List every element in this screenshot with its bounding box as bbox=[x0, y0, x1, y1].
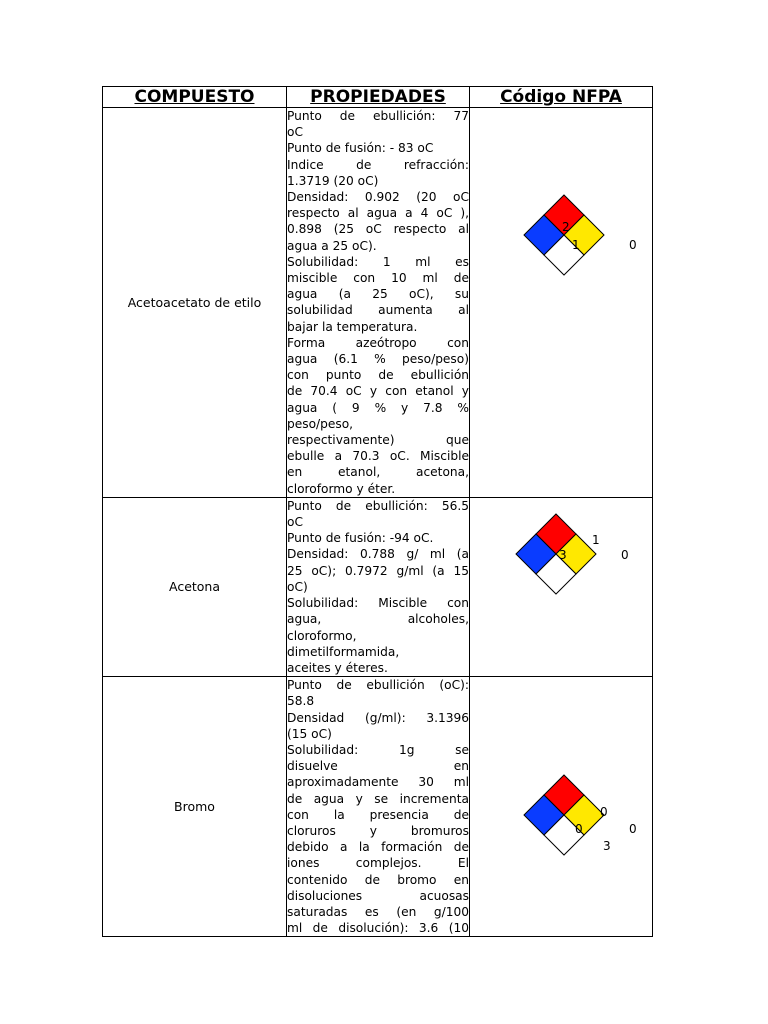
nfpa-diamond bbox=[514, 512, 598, 596]
property-line: iones complejos. El bbox=[287, 856, 469, 871]
property-line: aceites y éteres. bbox=[287, 660, 388, 675]
header-compound: COMPUESTO bbox=[103, 87, 287, 108]
property-line: cloroformo y éter. bbox=[287, 481, 396, 496]
property-line: en etanol, acetona, bbox=[287, 465, 469, 480]
property-line: aproximadamente 30 ml bbox=[287, 775, 469, 790]
nfpa-diamond bbox=[522, 773, 606, 857]
flammability-rating: 0 bbox=[600, 805, 608, 820]
property-line: respectivamente) que bbox=[287, 433, 469, 448]
property-line: ml de disolución): 3.6 (10 bbox=[287, 921, 469, 936]
property-line: miscible con 10 ml de bbox=[287, 271, 469, 286]
properties-cell bbox=[287, 108, 470, 498]
property-line: 25 oC); 0.7972 g/ml (a 15 bbox=[287, 563, 469, 578]
property-line: ebulle a 70.3 oC. Miscible bbox=[287, 449, 469, 464]
property-line: 1.3719 (20 oC) bbox=[287, 173, 379, 188]
property-line: agua ( 9 % y 7.8 % bbox=[287, 400, 469, 415]
property-line: de agua y se incrementa bbox=[287, 791, 469, 806]
compound-name: Acetona bbox=[103, 497, 287, 676]
property-line: agua, alcoholes, bbox=[287, 612, 469, 627]
flammability-rating: 2 bbox=[562, 220, 570, 234]
property-line: debido a la formación de bbox=[287, 840, 469, 855]
property-line: Solubilidad: 1g se bbox=[287, 742, 469, 757]
property-line: (15 oC) bbox=[287, 726, 332, 741]
table-row bbox=[103, 108, 653, 498]
property-line: disuelve en bbox=[287, 759, 469, 774]
property-line: Solubilidad: Miscible con bbox=[287, 596, 469, 611]
header-properties: PROPIEDADES bbox=[287, 87, 470, 108]
nfpa-table bbox=[102, 86, 653, 937]
health-rating: 0 bbox=[575, 822, 583, 837]
property-line: Densidad: 0.902 (20 oC bbox=[287, 190, 469, 205]
header-row bbox=[103, 87, 653, 108]
property-line: bajar la temperatura. bbox=[287, 319, 418, 334]
property-line: agua (6.1 % peso/peso) bbox=[287, 352, 469, 367]
property-line: con la presencia de bbox=[287, 807, 469, 822]
properties-cell bbox=[287, 497, 470, 676]
property-line: oC bbox=[287, 515, 303, 530]
property-line: Punto de ebullición: 56.5 bbox=[287, 498, 469, 513]
property-line: Densidad (g/ml): 3.1396 bbox=[287, 710, 469, 725]
compound-name: Acetoacetato de etilo bbox=[103, 108, 287, 498]
property-line: peso/peso, bbox=[287, 416, 354, 431]
table-row bbox=[103, 677, 653, 937]
property-line: Punto de ebullición: 77 bbox=[287, 109, 469, 123]
property-line: Solubilidad: 1 ml es bbox=[287, 254, 469, 269]
property-line: Forma azeótropo con bbox=[287, 335, 469, 350]
property-line: solubilidad aumenta al bbox=[287, 303, 469, 318]
property-line: Punto de fusión: -94 oC. bbox=[287, 531, 434, 546]
property-line: Densidad: 0.788 g/ ml (a bbox=[287, 547, 469, 562]
reactivity-rating: 0 bbox=[629, 238, 637, 252]
property-line: agua a 25 oC). bbox=[287, 238, 377, 253]
nfpa-cell bbox=[470, 677, 653, 937]
property-line: cloroformo, bbox=[287, 628, 357, 643]
property-line: disoluciones acuosas bbox=[287, 888, 469, 903]
property-line: agua (a 25 oC), su bbox=[287, 287, 469, 302]
property-line: Punto de fusión: - 83 oC bbox=[287, 141, 434, 156]
reactivity-rating: 0 bbox=[621, 547, 629, 562]
property-line: contenido de bromo en bbox=[287, 872, 469, 887]
property-line: 0.898 (25 oC respecto al bbox=[287, 222, 469, 237]
compound-name: Bromo bbox=[103, 677, 287, 937]
property-line: dimetilformamida, bbox=[287, 644, 400, 659]
property-line: cloruros y bromuros bbox=[287, 823, 469, 838]
reactivity-rating: 0 bbox=[629, 822, 637, 837]
nfpa-cell bbox=[470, 108, 653, 498]
property-line: de 70.4 oC y con etanol y bbox=[287, 384, 469, 399]
health-rating: 1 bbox=[572, 238, 580, 252]
property-line: Punto de ebullición (oC): bbox=[287, 678, 469, 693]
property-line: Indice de refracción: bbox=[287, 157, 469, 172]
flammability-rating: 1 bbox=[592, 532, 600, 547]
property-line: con punto de ebullición bbox=[287, 368, 469, 383]
header-nfpa: Código NFPA bbox=[470, 87, 653, 108]
nfpa-diamond bbox=[522, 193, 606, 277]
table-row bbox=[103, 497, 653, 676]
special-rating: 3 bbox=[603, 839, 611, 854]
health-rating: 3 bbox=[559, 547, 567, 562]
properties-cell bbox=[287, 677, 470, 937]
property-line: oC) bbox=[287, 579, 308, 594]
property-line: saturadas es (en g/100 bbox=[287, 904, 469, 919]
property-line: 58.8 bbox=[287, 694, 315, 709]
property-line: respecto al agua a 4 oC ), bbox=[287, 206, 469, 221]
nfpa-cell bbox=[470, 497, 653, 676]
property-line: oC bbox=[287, 125, 303, 140]
